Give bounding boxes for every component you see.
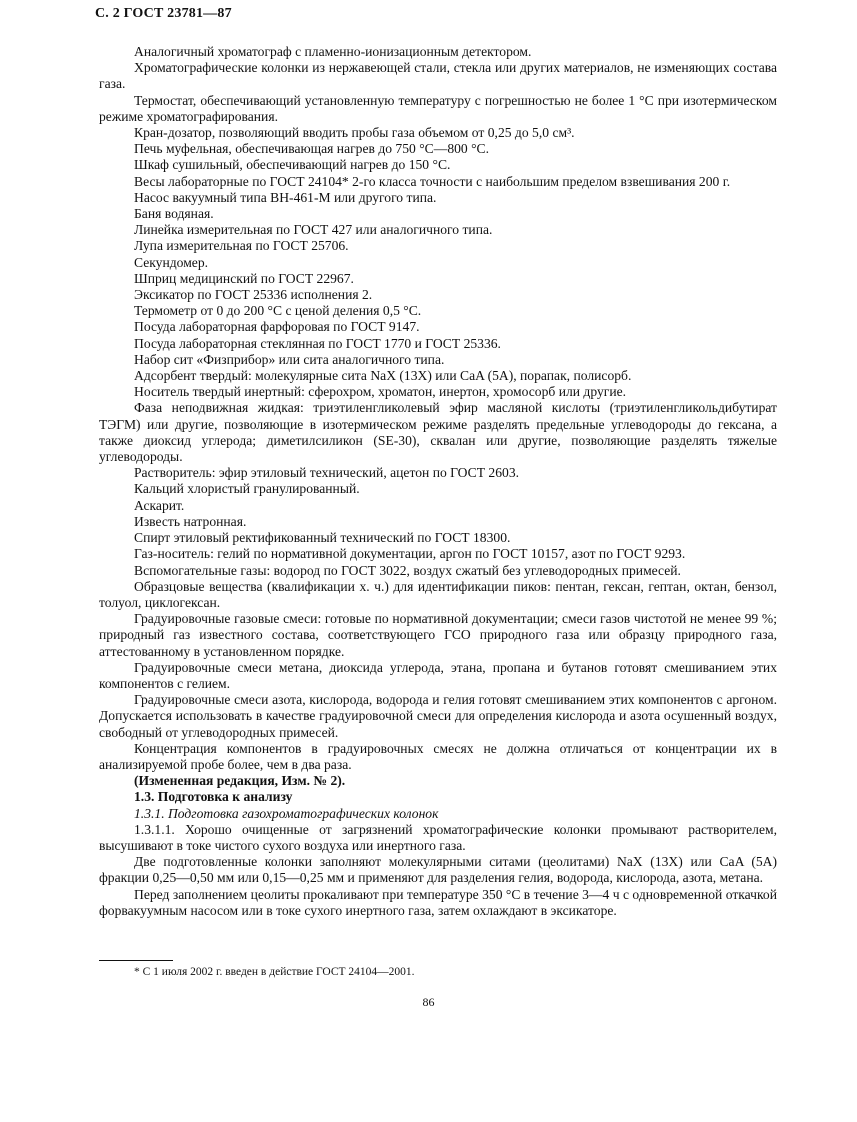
paragraph: (Измененная редакция, Изм. № 2).	[134, 773, 346, 789]
page-header: С. 2 ГОСТ 23781—87	[95, 6, 232, 21]
paragraph: 1.3.1.1. Хорошо очищенные от загрязнений хроматографические колонки промывают растворителем, высушивают в токе чистого сухого воздуха или инертного газа.	[99, 821, 777, 853]
paragraph: Шприц медицинский по ГОСТ 22967.	[134, 270, 354, 286]
footnote: * С 1 июля 2002 г. введен в действие ГОСТ 24104—2001.	[134, 966, 415, 978]
paragraph: Фаза неподвижная жидкая: триэтиленгликолевый эфир масляной кислоты (триэтиленгликольдибутират ТЭГМ) или другие, позволяющие в изотермическом режиме разделять предельные углеводороды до гексана, а также диоксид углерода; диметилсиликон (SE-30), сквалан или другие, позволяющие разделять тяжелые углеводороды.	[99, 400, 777, 465]
paragraph: Набор сит «Физприбор» или сита аналогичного типа.	[134, 351, 445, 367]
paragraph: Посуда лабораторная стеклянная по ГОСТ 1770 и ГОСТ 25336.	[134, 335, 501, 351]
paragraph: Перед заполнением цеолиты прокаливают при температуре 350 °С в течение 3—4 ч с одновременной откачкой форвакуумным насосом или в токе сухого инертного газа, затем охлаждают в эксикаторе.	[99, 886, 777, 918]
footnote-divider	[99, 960, 173, 961]
paragraph: Насос вакуумный типа ВН-461-М или другого типа.	[134, 189, 437, 205]
paragraph: Градуировочные газовые смеси: готовые по нормативной документации; смеси газов чистотой не менее 99 %; природный газ известного состава, соответствующего ГСО природного газа или образцу природного газа, аттестованному в установленном порядке.	[99, 611, 777, 659]
page-number: 86	[422, 995, 435, 1009]
paragraph: Весы лабораторные по ГОСТ 24104* 2-го класса точности с наибольшим пределом взвешивания 200 г.	[134, 173, 731, 189]
paragraph: Линейка измерительная по ГОСТ 427 или аналогичного типа.	[134, 222, 493, 238]
paragraph: Эксикатор по ГОСТ 25336 исполнения 2.	[134, 287, 373, 303]
paragraph: Вспомогательные газы: водород по ГОСТ 3022, воздух сжатый без углеводородных примесей.	[134, 562, 681, 578]
paragraph: Спирт этиловый ректификованный технический по ГОСТ 18300.	[134, 530, 511, 546]
paragraph: Кран-дозатор, позволяющий вводить пробы газа объемом от 0,25 до 5,0 см³.	[134, 125, 575, 141]
paragraph: Градуировочные смеси метана, диоксида углерода, этана, пропана и бутанов готовят смешиванием этих компонентов с гелием.	[99, 659, 777, 691]
paragraph: Адсорбент твердый: молекулярные сита NaX (13X) или CaA (5A), порапак, полисорб.	[134, 368, 632, 384]
paragraph: Известь натронная.	[134, 513, 247, 529]
paragraph: Хроматографические колонки из нержавеющей стали, стекла или других материалов, не изменяющих состава газа.	[99, 60, 777, 92]
paragraph: Носитель твердый инертный: сферохром, хроматон, инертон, хромосорб или другие.	[134, 384, 627, 400]
paragraph: Секундомер.	[134, 254, 209, 270]
paragraph: Посуда лабораторная фарфоровая по ГОСТ 9147.	[134, 319, 420, 335]
paragraph: Лупа измерительная по ГОСТ 25706.	[134, 238, 349, 254]
paragraph: Баня водяная.	[134, 206, 214, 222]
paragraph: Образцовые вещества (квалификации х. ч.) для идентификации пиков: пентан, гексан, гептан, октан, бензол, толуол, циклогексан.	[99, 578, 777, 610]
paragraph: Концентрация компонентов в градуировочных смесях не должна отличаться от концентрации их в анализируемой пробе более, чем в два раза.	[99, 740, 777, 772]
paragraph: Шкаф сушильный, обеспечивающий нагрев до 150 °С.	[134, 157, 451, 173]
paragraph: Термостат, обеспечивающий установленную температуру с погрешностью не более 1 °С при изотермическом режиме хроматографирования.	[99, 92, 777, 124]
paragraph: Термометр от 0 до 200 °С с ценой деления 0,5 °С.	[134, 303, 422, 319]
document-body	[99, 44, 777, 919]
paragraph: Кальций хлористый гранулированный.	[134, 481, 360, 497]
paragraph: Градуировочные смеси азота, кислорода, водорода и гелия готовят смешиванием этих компонентов с аргоном. Допускается использовать в качестве градуировочной смеси для определения кислорода и азота осушенный воздух, свободный от углеводородных примесей.	[99, 692, 777, 740]
paragraph: Аскарит.	[134, 497, 185, 513]
paragraph: Газ-носитель: гелий по нормативной документации, аргон по ГОСТ 10157, азот по ГОСТ 9293.	[134, 546, 686, 562]
paragraph: 1.3. Подготовка к анализу	[134, 789, 293, 805]
paragraph: Растворитель: эфир этиловый технический, ацетон по ГОСТ 2603.	[134, 465, 520, 481]
paragraph: 1.3.1. Подготовка газохроматографических колонок	[134, 805, 439, 821]
paragraph: Две подготовленные колонки заполняют молекулярными ситами (цеолитами) NaX (13X) или CaA (5A) фракции 0,25—0,50 мм или 0,15—0,25 мм и применяют для разделения гелия, водорода, кислорода, азота, метана.	[99, 854, 777, 886]
paragraph: Аналогичный хроматограф с пламенно-ионизационным детектором.	[134, 44, 532, 59]
paragraph: Печь муфельная, обеспечивающая нагрев до 750 °С—800 °С.	[134, 141, 490, 157]
